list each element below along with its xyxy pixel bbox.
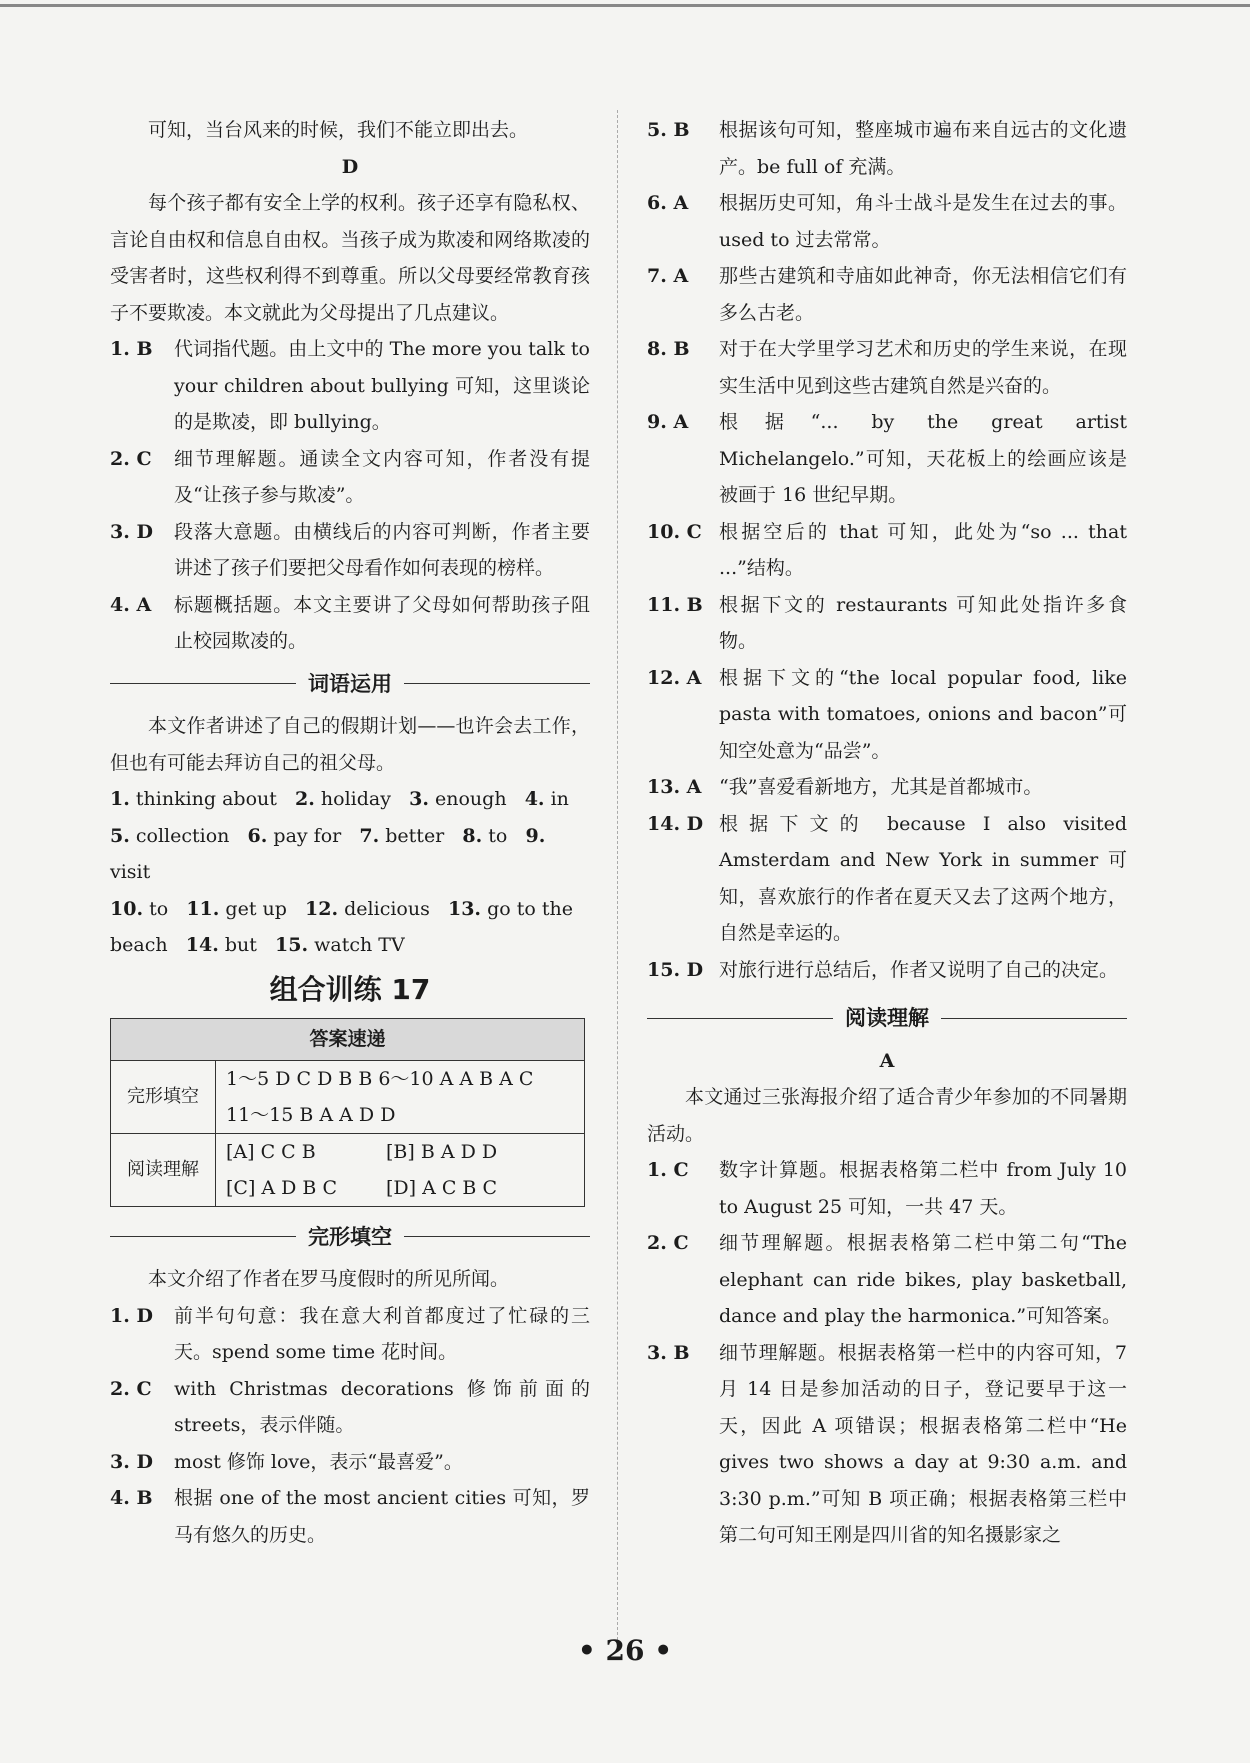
section-heading-cloze: 完形填空 — [110, 1219, 590, 1256]
vocab-line-3: 10. to 11. get up 12. delicious 13. go to the — [110, 897, 573, 920]
list-item: 14. D 根据下文的 because I also visited Amsterdam and New York in summer 可知，喜欢旅行的作者在夏天又去了这两个地方，自然是幸运的。 — [647, 812, 1127, 944]
cloze-summary: 本文介绍了作者在罗马度假时的所见所闻。 — [148, 1268, 510, 1290]
answer-table-header: 答案速递 — [111, 1019, 585, 1061]
section-heading-vocab: 词语运用 — [110, 666, 590, 703]
column-divider — [617, 110, 618, 1640]
passage-d-letter: D — [341, 155, 359, 178]
list-item: 10. C 根据空后的 that 可知，此处为“so ... that ...”结构。 — [647, 520, 1127, 579]
list-item: 3. B 细节理解题。根据表格第一栏中的内容可知，7 月 14 日是参加活动的日子，登记要早于这一天，因此 A 项错误；根据表格第二栏中“He gives two shows a day at 9:30 a.m. and 3:30 p.m.”可知 B 项正确；根据表格第三栏中第二句可知王刚是四川省的知名摄影家之 — [647, 1341, 1127, 1546]
top-rule — [0, 4, 1250, 7]
reading-summary: 本文通过三张海报介绍了适合青少年参加的不同暑期活动。 — [647, 1086, 1127, 1145]
list-item: 8. B 对于在大学里学习艺术和历史的学生来说，在现实生活中见到这些古建筑自然是兴奋的。 — [647, 338, 1127, 397]
vocab-line-4: beach 14. but 15. watch TV — [110, 934, 405, 956]
answer-table-label: 完形填空 — [111, 1060, 216, 1133]
passage-d-summary: 每个孩子都有安全上学的权利。孩子还享有隐私权、言论自由权和信息自由权。当孩子成为欺凌和网络欺凌的受害者时，这些权利得不到尊重。所以父母要经常教育孩子不要欺凌。本文就此为父母提出了几点建议。 — [110, 192, 590, 324]
list-item: 2. C with Christmas decorations 修饰前面的 streets，表示伴随。 — [110, 1377, 590, 1436]
list-item: 2. C 细节理解题。通读全文内容可知，作者没有提及“让孩子参与欺凌”。 — [110, 447, 590, 506]
list-item: 1. C 数字计算题。根据表格第二栏中 from July 10 to August 25 可知，一共 47 天。 — [647, 1159, 1127, 1218]
list-item: 9. A 根据“... by the great artist Michelangelo.”可知，天花板上的绘画应该是被画于 16 世纪早期。 — [647, 411, 1127, 506]
list-item: 11. B 根据下文的 restaurants 可知此处指许多食物。 — [647, 593, 1127, 652]
left-column — [110, 112, 590, 1553]
right-column — [647, 112, 1127, 1554]
page-number: • 26 • — [577, 1634, 673, 1667]
vocab-answers — [110, 781, 590, 964]
section-heading-reading: 阅读理解 — [647, 1000, 1127, 1037]
vocab-summary: 本文作者讲述了自己的假期计划——也许会去工作，但也有可能去拜访自己的祖父母。 — [110, 715, 590, 774]
answer-table-label: 阅读理解 — [111, 1133, 216, 1206]
list-item: 3. D 段落大意题。由横线后的内容可判断，作者主要讲述了孩子们要把父母看作如何表现的榜样。 — [110, 520, 590, 579]
list-item: 12. A 根据下文的“the local popular food, like pasta with tomatoes, onions and bacon”可知空处意为“品尝”。 — [647, 666, 1127, 762]
list-item: 6. A 根据历史可知，角斗士战斗是发生在过去的事。used to 过去常常。 — [647, 192, 1127, 251]
list-item: 15. D 对旅行进行总结后，作者又说明了自己的决定。 — [647, 958, 1119, 981]
list-item: 7. A 那些古建筑和寺庙如此神奇，你无法相信它们有多么古老。 — [647, 265, 1127, 324]
list-item: 1. D 前半句句意：我在意大利首都度过了忙碌的三天。spend some time 花时间。 — [110, 1304, 590, 1363]
lesson-title: 组合训练 17 — [269, 972, 431, 1006]
list-item: 4. A 标题概括题。本文主要讲了父母如何帮助孩子阻止校园欺凌的。 — [110, 593, 590, 652]
answer-table — [110, 1018, 585, 1207]
list-item: 5. B 根据该句可知，整座城市遍布来自远古的文化遗产。be full of 充满。 — [647, 119, 1127, 178]
answer-table-value: [A] C C B [B] B A D D [C] A D B C [D] A C B C — [216, 1133, 585, 1206]
vocab-line-2: 5. collection 6. pay for 7. better 8. to 9. visit — [110, 824, 546, 883]
vocab-line-1: 1. thinking about 2. holiday 3. enough 4. in — [110, 788, 569, 810]
intro-tail: 可知，当台风来的时候，我们不能立即出去。 — [148, 119, 529, 141]
answer-table-value: 1～5 D C D B B 6～10 A A B A C 11～15 B A A D D — [216, 1060, 585, 1133]
passage-a-letter: A — [879, 1049, 895, 1072]
list-item: 13. A “我”喜爱看新地方，尤其是首都城市。 — [647, 776, 1043, 798]
list-item: 1. B 代词指代题。由上文中的 The more you talk to your children about bullying 可知，这里谈论的是欺凌，即 bullying。 — [110, 338, 590, 433]
list-item: 2. C 细节理解题。根据表格第二栏中第二句“The elephant can ride bikes, play basketball, dance and play the harmonica.”可知答案。 — [647, 1232, 1127, 1327]
list-item: 3. D most 修饰 love，表示“最喜爱”。 — [110, 1450, 463, 1473]
list-item: 4. B 根据 one of the most ancient cities 可知，罗马有悠久的历史。 — [110, 1487, 590, 1546]
